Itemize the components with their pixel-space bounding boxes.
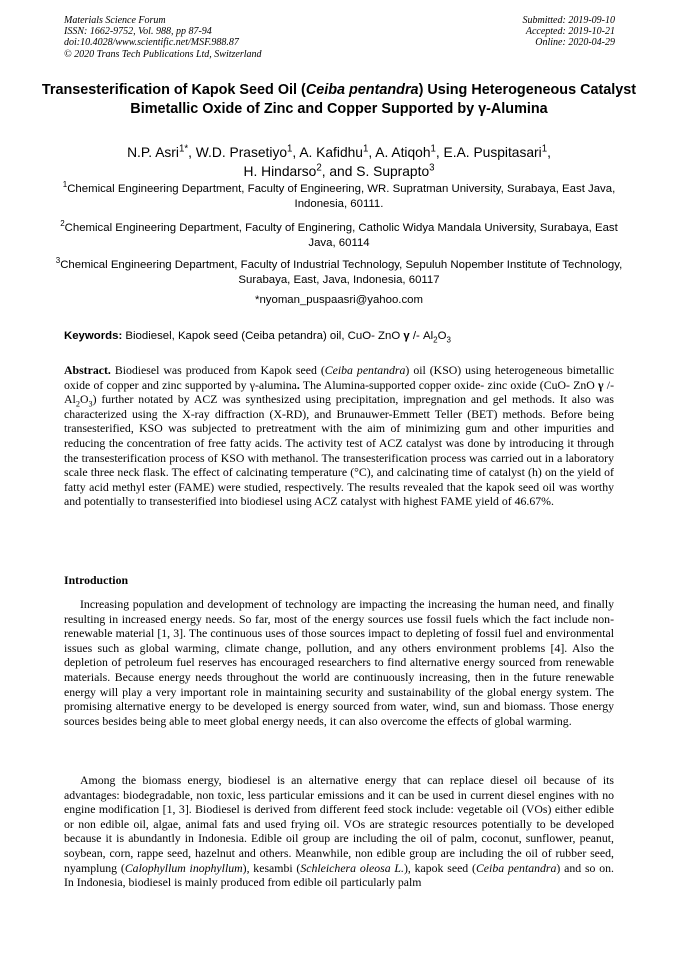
author-list: N.P. Asri$^{1*}$, W.D. Prasetiyo$^1$, A. Kafidhu$^1$, A. Atiqoh$^1$, E.A. Puspitasari$^1$, H. Hindarso$^2$, and S. Suprapto$^3$ [127, 143, 551, 179]
online-date: Online: 2020-04-29 [535, 37, 615, 49]
issn-line: ISSN: 1662-9752, Vol. 988, pp 87-94 [64, 26, 212, 38]
author: N.P. Asri [127, 145, 179, 160]
affiliation-2: $^2$Chemical Engineering Department, Faculty of Enginering, Catholic Widya Mandala University, Surabaya, East Java, 60114 [60, 219, 618, 250]
accepted-date: Accepted: 2019-10-21 [525, 26, 615, 38]
author: H. Hindarso [243, 164, 317, 179]
introduction-heading: Introduction [64, 573, 129, 587]
affiliation-1: $^1$Chemical Engineering Department, Faculty of Engineering, WR. Supratman University, Surabaya, East Java, Indonesia, 60111. [62, 180, 616, 211]
journal-name: Materials Science Forum [64, 15, 166, 26]
abstract-label: Abstract. [64, 363, 111, 377]
author: E.A. Puspitasari [443, 145, 542, 160]
journal-info [64, 15, 262, 60]
affiliation-3: $^3$Chemical Engineering Department, Faculty of Industrial Technology, Sepuluh Nopember Institute of Technology, Surabaya, East, Java, Indonesia, 60117 [55, 256, 623, 287]
introduction-paragraph-2: Among the biomass energy, biodiesel is an alternative energy that can replace diesel oil because of its advantages: biodegradable, non toxic, less particular emissions and it can be used in current diesel engines with no engine modification [1, 3]. Biodiesel is derived from different feed stock include: vegetable oil (VOs) either edible or non edible oil, algae, animal fats and used frying oil. VOs are strategic resources potentially to be developed because it is abundantly in Indonesia. Edible oil group are including the oil of palm, coconut, sunflower, peanut, soybean, corn, rappe seed, hazelnut and others. Meanwhile, non edible group are including the oil of rubber seed, nyamplung (Calophyllum inophyllum), kesambi (Schleichera oleosa L.), kapok seed (Ceiba pentandra) and so on. In Indonesia, biodiesel is mainly produced from edible oil particularly palm [64, 773, 614, 890]
abstract: Abstract. Biodiesel was produced from Kapok seed (Ceiba pentandra) oil (KSO) using heterogeneous bimetallic oxide of copper and zinc supported by γ-alumina. The Alumina-supported copper oxide- zinc oxide (CuO- ZnO γ /- $Al_2O_3$) further notated by ACZ was synthesized using precipitation, impregnation and gel methods. It also was characterized using the X-ray diffraction (X-RD), and Brunauwer-Emmett Teller (BET) methods. Before being transesterified, KSO was subjected to pretreatment with the aim of minimizing gum and other impurities and reducing the concentration of free fatty acids. The activity test of ACZ catalyst was done by introducing it through the transesterification process of KSO with methanol. The transesterification process was carried out in a laboratory scale three neck flask. The effect of calcinating temperature (°C), and calcinating time of catalyst (h) on the yield of fatty acid methyl ester (FAME) were studied, respectively. The results revealed that the kapok seed oil was worthy and potentially to transesterified into biodiesel using ACZ catalyst with highest FAME yield of 46.67%. [64, 363, 615, 509]
paper-title: Transesterification of Kapok Seed Oil (Ceiba pentandra) Using Heterogeneous Catalyst Bimetallic Oxide of Zinc and Copper Supported by γ-Alumina [41, 82, 637, 117]
author: A. Kafidhu [299, 145, 363, 160]
introduction-paragraph-1: Increasing population and development of technology are impacting the increasing the human need, and finally resulting in increased energy needs. So far, most of the energy sources use fossil fuels which the fact include non-renewable material [1, 3]. The continuous uses of those sources impact to depleting of fossil fuel and environmental issues such as global warming, climate change, pollution, and any others environment problems [4]. Also the depletion of petroleum fuel reserves has encouraged researchers to find alternative energy sourced from renewable materials. Because energy needs throughout the world are continuously increasing, then in the future renewable energy will play a very important role in maintaining security and sustainability of the global energy system. The promising alternative energy to be developed is energy sourced from water, wind, sun and biomass. Those energy sources besides being able to meet global energy needs, it can also overcome the effects of global warming. [64, 597, 614, 728]
author: A. Atiqoh [375, 145, 431, 160]
author: S. Suprapto [356, 164, 430, 179]
submitted-date: Submitted: 2019-09-10 [522, 15, 615, 26]
author: W.D. Prasetiyo [195, 145, 288, 160]
keywords-label: Keywords: [64, 330, 123, 342]
copyright-line: © 2020 Trans Tech Publications Ltd, Switzerland [64, 48, 262, 60]
dates-info [523, 15, 616, 49]
corresponding-email[interactable]: *nyoman_puspaasri@yahoo.com [255, 294, 423, 306]
keywords-line: Keywords: Biodiesel, Kapok seed (Ceiba petandra) oil, CuO- ZnO γ /- $Al_2O_3$ [64, 330, 451, 345]
doi-line: doi:10.4028/www.scientific.net/MSF.988.87 [64, 37, 239, 49]
